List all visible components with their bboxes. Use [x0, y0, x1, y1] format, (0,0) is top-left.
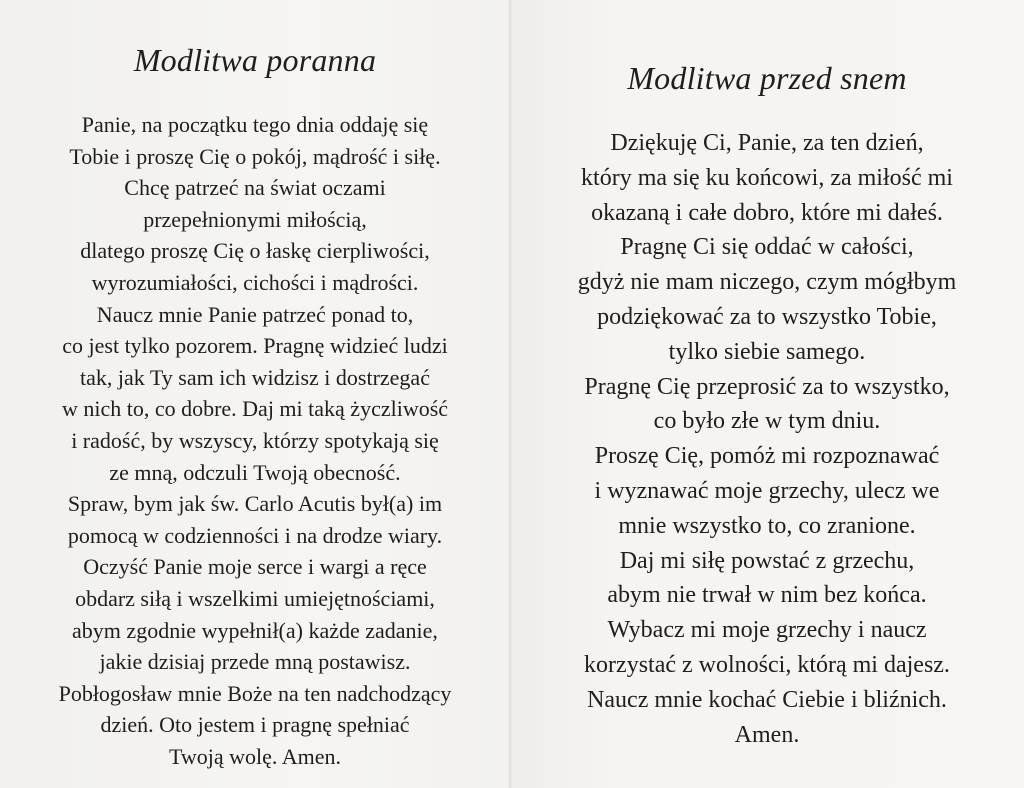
right-page — [510, 0, 1024, 788]
prayer-line: dzień. Oto jestem i pragnę spełniać — [100, 712, 410, 738]
prayer-line: Panie, na początku tego dnia oddaję się — [81, 112, 429, 137]
prayer-line: korzystać z wolności, którą mi dajesz. — [584, 651, 950, 678]
prayer-line: Twoją wolę. Amen. — [169, 743, 341, 769]
prayer-line: jakie dzisiaj przede mną postawisz. — [99, 649, 411, 675]
prayer-line: który ma się ku końcowi, za miłość mi — [581, 164, 953, 191]
prayer-line: ze mną, odczuli Twoją obecność. — [109, 459, 401, 485]
prayer-line: Chcę patrzeć na świat oczami — [124, 175, 386, 201]
prayer-line: Proszę Cię, pomóż mi rozpoznawać — [594, 443, 940, 470]
prayer-line: w nich to, co dobre. Daj mi taką życzliwość — [61, 396, 449, 422]
left-page — [0, 0, 510, 788]
prayer-line: Dziękuję Ci, Panie, za ten dzień, — [610, 130, 924, 156]
prayer-line: obdarz siłą i wszelkimi umiejętnościami, — [75, 585, 435, 611]
prayer-line: abym zgodnie wypełnił(a) każde zadanie, — [72, 617, 438, 643]
morning-prayer-text — [0, 109, 510, 772]
prayer-line: przepełnionymi miłością, — [143, 206, 367, 232]
prayer-line: Pragnę Cię przeprosić za to wszystko, — [584, 373, 950, 400]
prayer-line: co było złe w tym dniu. — [653, 408, 881, 435]
prayer-line: pomocą w codzienności i na drodze wiary. — [67, 522, 443, 548]
prayer-line: gdyż nie mam niczego, czym mógłbym — [577, 269, 957, 296]
prayer-line: Spraw, bym jak św. Carlo Acutis był(a) im — [67, 491, 443, 517]
morning-prayer-title: Modlitwa poranna — [133, 42, 377, 78]
prayer-line: Pobłogosław mnie Boże na ten nadchodzący — [58, 680, 452, 706]
prayer-line: Tobie i proszę Cię o pokój, mądrość i siłę. — [69, 143, 441, 169]
prayer-line: co jest tylko pozorem. Pragnę widzieć ludzi — [62, 333, 448, 359]
prayer-line: Daj mi siłę powstać z grzechu, — [619, 547, 915, 574]
prayer-line: Pragnę Ci się oddać w całości, — [620, 234, 914, 261]
prayer-line: Wybacz mi moje grzechy i naucz — [607, 617, 927, 644]
prayer-line: Amen. — [734, 721, 800, 748]
evening-prayer-text — [510, 126, 1024, 752]
prayer-line: Naucz mnie Panie patrzeć ponad to, — [96, 301, 414, 327]
prayer-line: mnie wszystko to, co zranione. — [618, 512, 916, 539]
prayer-line: wyrozumiałości, cichości i mądrości. — [91, 269, 419, 295]
prayer-line: i wyznawać moje grzechy, ulecz we — [594, 477, 940, 504]
page-fold — [508, 0, 512, 788]
prayer-line: i radość, by wszyscy, którzy spotykają się — [71, 427, 439, 453]
prayer-line: dlatego proszę Cię o łaskę cierpliwości, — [80, 238, 430, 264]
prayer-line: okazaną i całe dobro, które mi dałeś. — [591, 199, 943, 226]
prayer-line: podziękować za to wszystko Tobie, — [597, 303, 937, 330]
evening-prayer-title: Modlitwa przed snem — [627, 60, 907, 96]
prayer-line: tylko siebie samego. — [668, 338, 866, 365]
prayer-line: tak, jak Ty sam ich widzisz i dostrzegać — [80, 364, 430, 390]
prayer-line: Naucz mnie kochać Ciebie i bliźnich. — [587, 686, 947, 713]
prayer-line: abym nie trwał w nim bez końca. — [607, 582, 927, 609]
prayer-line: Oczyść Panie moje serce i wargi a ręce — [83, 554, 427, 580]
